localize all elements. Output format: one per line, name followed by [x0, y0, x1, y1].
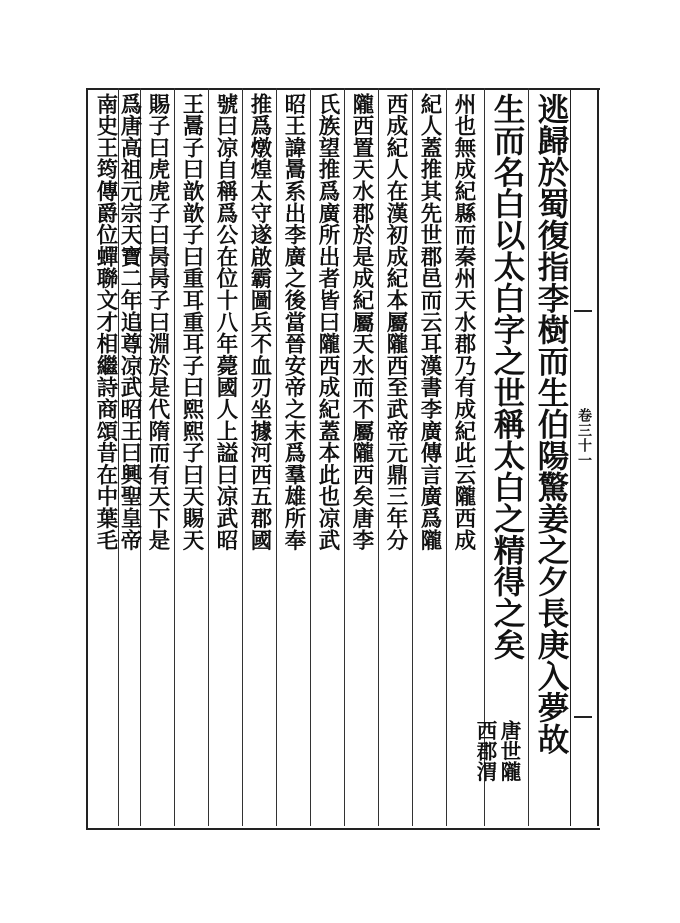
text-column-13: 爲唐高祖元宗天寶二年追尊凉武昭王曰興聖皇帝	[117, 93, 142, 551]
juan-label: 卷三十一	[576, 408, 592, 468]
text-column-14: 南史王筠傳爵位蟬聯文才相繼詩商頌昔在中葉毛	[93, 93, 118, 551]
column-rule	[344, 88, 345, 826]
column-rule	[378, 88, 379, 826]
column-rule	[446, 88, 447, 826]
text-column-10: 號曰凉自稱爲公在位十八年薨國人上謚曰凉武昭	[213, 93, 238, 551]
text-column-12: 賜子曰虎虎子曰昺昺子曰淵於是代隋而有天下是	[145, 93, 170, 551]
commentary-line-2: 西郡渭	[473, 720, 497, 782]
text-column-1: 逃歸於蜀復指李樹而生伯陽驚姜之夕長庚入夢故	[533, 93, 570, 755]
column-rule	[310, 88, 311, 826]
text-column-9: 推爲燉煌太守遂啟霸圖兵不血刃坐據河西五郡國	[247, 93, 272, 551]
commentary-note	[474, 720, 496, 782]
text-column-11: 王暠子曰歆歆子曰重耳重耳子曰熙熙子曰天賜天	[179, 93, 204, 551]
text-column-6: 隴西置天水郡於是成紀屬天水而不屬隴西矣唐李	[349, 93, 374, 551]
text-column-8: 昭王諱暠系出李廣之後當晉安帝之末爲羣雄所奉	[281, 93, 306, 551]
text-column-7: 氏族望推爲廣所出者皆曰隴西成紀蓋本此也凉武	[315, 93, 340, 551]
text-column-5: 西成紀人在漢初成紀本屬隴西至武帝元鼎三年分	[383, 93, 408, 551]
column-rule	[412, 88, 413, 826]
text-column-4: 紀人蓋推其先世郡邑而云耳漢書李廣傳言廣爲隴	[417, 93, 442, 551]
text-column-2: 生而名白以太白字之世稱太白之精得之矣	[489, 93, 526, 660]
column-rule	[276, 88, 277, 826]
text-column-3: 州也無成紀縣而秦州天水郡乃有成紀此云隴西成	[451, 93, 476, 551]
commentary-note	[498, 720, 520, 782]
column-rule	[528, 88, 529, 826]
commentary-line-1: 唐世隴	[497, 720, 521, 782]
column-rule	[208, 88, 209, 826]
fish-tail-upper	[574, 310, 592, 312]
fish-tail-lower	[574, 716, 592, 718]
column-rule	[174, 88, 175, 826]
column-rule	[242, 88, 243, 826]
column-rule	[484, 88, 485, 826]
